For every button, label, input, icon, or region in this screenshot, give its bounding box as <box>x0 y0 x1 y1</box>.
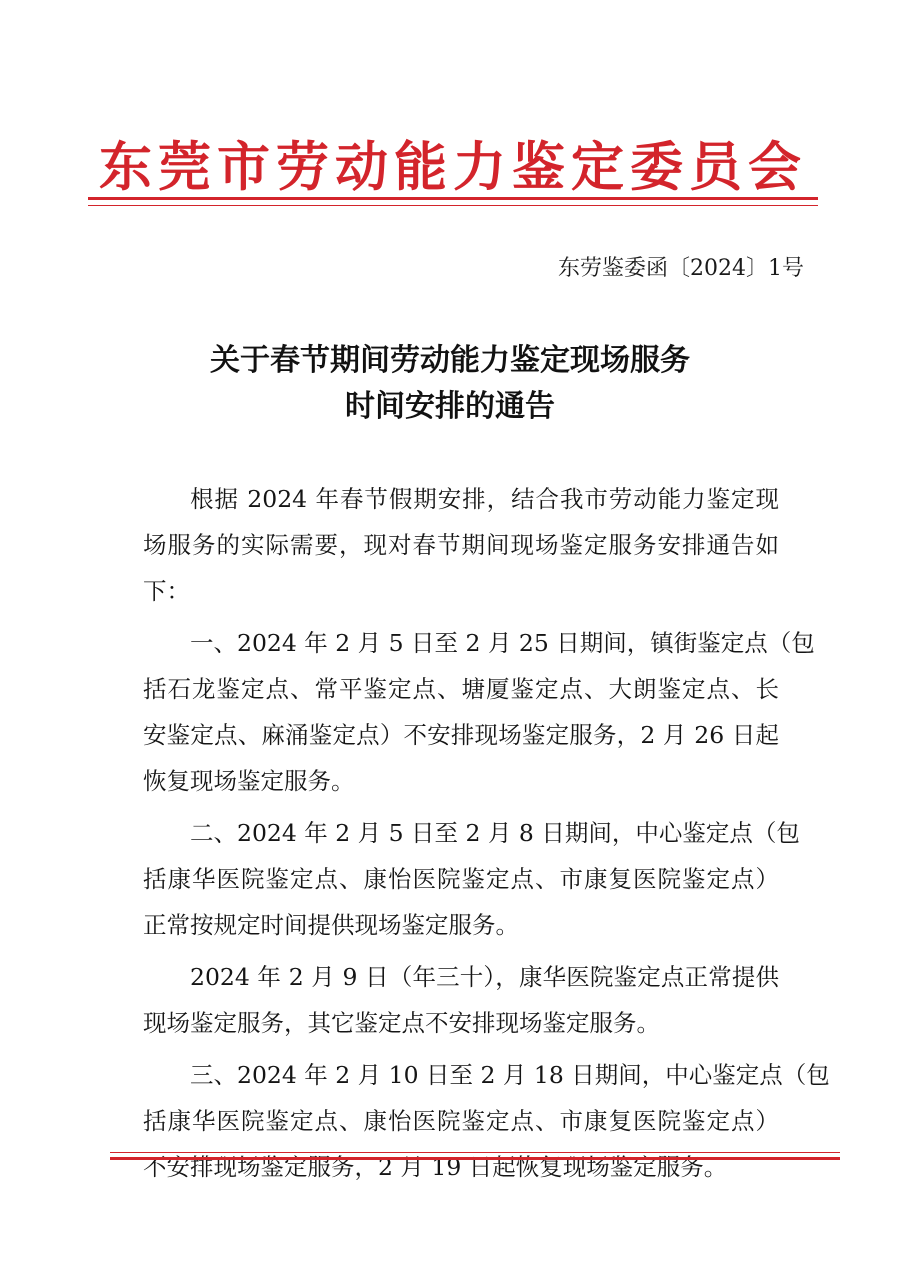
body-line: 不安排现场鉴定服务，2 月 19 日起恢复现场鉴定服务。 <box>143 1153 728 1181</box>
body-line: 括康华医院鉴定点、康怡医院鉴定点、市康复医院鉴定点） <box>143 1107 779 1135</box>
body-line: 安鉴定点、麻涌鉴定点）不安排现场鉴定服务，2 月 26 日起 <box>143 721 779 749</box>
body-line: 三、2024 年 2 月 10 日至 2 月 18 日期间，中心鉴定点（包 <box>190 1061 830 1089</box>
body-line: 现场鉴定服务，其它鉴定点不安排现场鉴定服务。 <box>143 1009 660 1037</box>
paragraph-item-1 <box>143 620 815 804</box>
title-line: 时间安排的通告 <box>345 389 555 424</box>
paragraph-item-2-note <box>143 954 779 1046</box>
body-line: 下： <box>143 577 190 605</box>
document-number: 东劳鉴委函〔2024〕1号 <box>558 256 804 281</box>
body-line: 一、2024 年 2 月 5 日至 2 月 25 日期间，镇街鉴定点（包 <box>190 629 815 657</box>
organization-header: 东莞市劳动能力鉴定委员会 <box>99 137 807 198</box>
header-divider-thin <box>88 205 818 206</box>
paragraph-item-3 <box>143 1052 830 1190</box>
document-title <box>100 338 800 430</box>
footer-divider-thick <box>110 1157 840 1160</box>
body-line: 括石龙鉴定点、常平鉴定点、塘厦鉴定点、大朗鉴定点、长 <box>143 675 779 703</box>
body-line: 恢复现场鉴定服务。 <box>143 767 355 795</box>
body-line: 场服务的实际需要，现对春节期间现场鉴定服务安排通告如 <box>143 531 779 559</box>
body-line: 括康华医院鉴定点、康怡医院鉴定点、市康复医院鉴定点） <box>143 865 779 893</box>
document-body <box>143 476 830 1196</box>
body-line: 正常按规定时间提供现场鉴定服务。 <box>143 911 519 939</box>
paragraph-item-2 <box>143 810 800 948</box>
paragraph-intro <box>143 476 779 614</box>
body-line: 2024 年 2 月 9 日（年三十），康华医院鉴定点正常提供 <box>190 963 779 991</box>
body-line: 二、2024 年 2 月 5 日至 2 月 8 日期间，中心鉴定点（包 <box>190 819 800 847</box>
footer-divider-thin <box>110 1152 840 1153</box>
body-line: 根据 2024 年春节假期安排，结合我市劳动能力鉴定现 <box>190 485 779 513</box>
title-line: 关于春节期间劳动能力鉴定现场服务 <box>210 343 690 378</box>
header-divider-thick <box>88 197 818 200</box>
